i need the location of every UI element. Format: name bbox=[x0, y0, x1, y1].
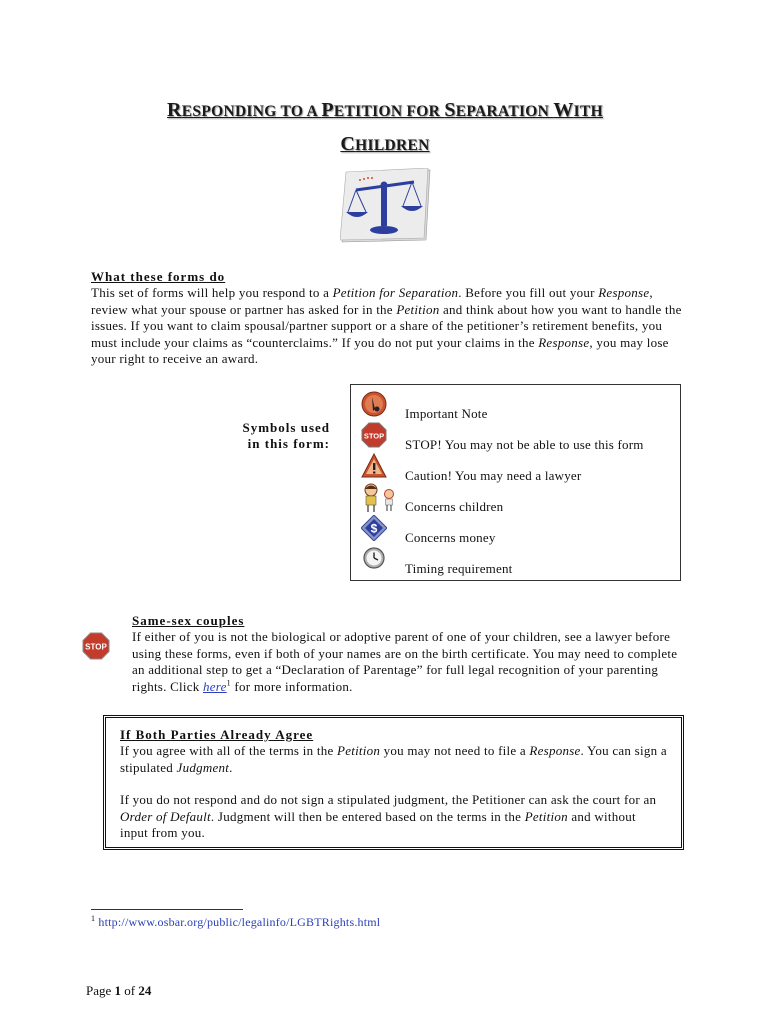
svg-text:$: $ bbox=[370, 521, 378, 536]
section-paragraph: If either of you is not the biological or adoptive parent of one of your children, see a lawyer before using these forms, even if both of your names are on the birth certificate. You may need to complete an additional step to get a “Declaration of Parentage” for full legal recognition of your parenting rights. Click here$^1$ for more information. bbox=[132, 629, 678, 694]
page-title bbox=[60, 94, 710, 162]
children-icon bbox=[359, 482, 399, 514]
section-same-sex-couples bbox=[132, 613, 692, 695]
section-heading: What these forms do bbox=[91, 269, 226, 284]
agree-heading: If Both Parties Already Agree bbox=[120, 727, 314, 742]
legend-item-children: Concerns children bbox=[405, 499, 504, 514]
legend-item-money: Concerns money bbox=[405, 530, 496, 545]
legend-item-timing: Timing requirement bbox=[405, 561, 513, 576]
legend-item-caution: Caution! You may need a lawyer bbox=[405, 468, 582, 483]
footnote-divider bbox=[91, 909, 243, 910]
symbols-legend-box bbox=[350, 384, 681, 581]
section-heading: Same-sex couples bbox=[132, 613, 245, 628]
legend-item-note: Important Note bbox=[405, 406, 488, 421]
legend-item-stop: STOP! You may not be able to use this form bbox=[405, 437, 644, 452]
agree-paragraph-2: If you do not respond and do not sign a stipulated judgment, the Petitioner can ask the court for an Order of Default. Judgment will then be entered based on the terms in the Petition and without input from you. bbox=[120, 792, 657, 841]
title-line-2: CHILDREN bbox=[340, 133, 430, 155]
clock-icon bbox=[361, 545, 387, 571]
note-icon bbox=[361, 391, 387, 417]
svg-text:STOP: STOP bbox=[85, 642, 107, 652]
stop-icon bbox=[361, 422, 387, 448]
caution-icon bbox=[361, 453, 387, 479]
stop-icon bbox=[82, 632, 110, 662]
agree-paragraph-1: If you agree with all of the terms in the Petition you may not need to file a Response. You can sign a stipulated Judgment. bbox=[120, 743, 667, 775]
title-line-1: RESPONDING TO A PETITION FOR SEPARATION WITH bbox=[167, 99, 603, 121]
footnote-ref: 1 bbox=[226, 678, 231, 688]
scales-of-justice-icon bbox=[340, 168, 432, 244]
symbols-label: Symbols used in this form: bbox=[242, 420, 330, 451]
section-what-these-forms-do bbox=[91, 269, 691, 368]
svg-text:STOP: STOP bbox=[363, 431, 385, 441]
section-paragraph: This set of forms will help you respond to a Petition for Separation. Before you fill out your Response, review what your spouse or partner has asked for in the Petition and think about how you want to handle the issues. If you want to claim spousal/partner support or a share of the petitioner’s retirement benefits, you must include your claims as “counterclaims.” If you do not put your claims in the Response, you may lose your right to receive an award. bbox=[91, 285, 682, 367]
footnote-number: 1 bbox=[91, 914, 96, 923]
footnote-url-link[interactable]: http://www.osbar.org/public/legalinfo/LGBTRights.html bbox=[98, 915, 381, 929]
money-icon bbox=[361, 515, 387, 541]
here-link[interactable]: here bbox=[203, 678, 227, 694]
agree-box bbox=[103, 715, 684, 850]
page-number: Page 1 of 24 bbox=[86, 983, 152, 998]
footnote bbox=[91, 915, 380, 930]
